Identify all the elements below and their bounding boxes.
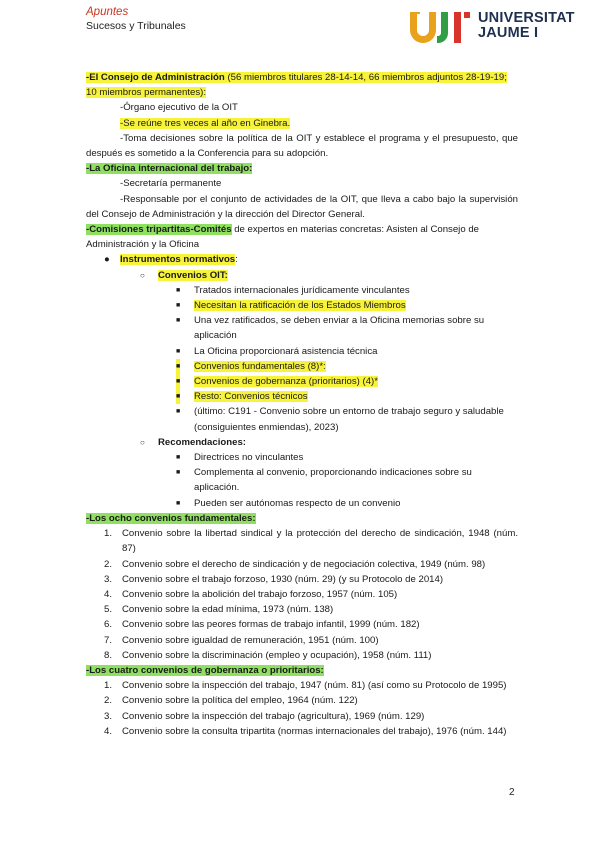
- fundamental-item: 7. Convenio sobre igualdad de remuneración, 1951 (núm. 100): [104, 634, 379, 646]
- university-logo: [408, 10, 578, 44]
- convenio-item: ■ Una vez ratificados, se deben enviar a la Oficina memorias sobre su aplicación: [176, 315, 485, 342]
- consejo-colon: :: [203, 87, 206, 99]
- consejo-members: (56 miembros titulares 28-14-14, 66 miembros adjuntos 28-19-19; 10 miembros permanentes): [86, 72, 507, 99]
- oficina-item: -Responsable por el conjunto de actividades de la OIT, que lleva a cabo bajo la supervisión del Consejo de Administración y la dirección del Director General.: [86, 193, 518, 220]
- instrumentos-bullet: ● Instrumentos normativos:: [104, 254, 238, 266]
- recomendacion-item: ■ Pueden ser autónomas respecto de un convenio: [176, 497, 401, 509]
- logo-mark-icon: [408, 10, 472, 44]
- gobernanza-item: 1. Convenio sobre la inspección del trabajo, 1947 (núm. 81) (así como su Protocolo de 1995): [104, 680, 507, 692]
- gobernanza-item: 3. Convenio sobre la inspección del trabajo (agricultura), 1969 (núm. 129): [104, 710, 425, 722]
- recomendaciones-bullet: ○ Recomendaciones:: [140, 436, 246, 448]
- logo-text-line1: UNIVERSITAT: [478, 10, 575, 26]
- comisiones-paragraph: -Comisiones tripartitas-Comités de expertos en materias concretas: Asisten al Consejo de Administración y la Oficina: [86, 224, 479, 251]
- header-subtitle: Sucesos y Tribunales: [86, 20, 186, 32]
- convenio-item: ■ La Oficina proporcionará asistencia técnica: [176, 345, 378, 357]
- consejo-item: -Se reúne tres veces al año en Ginebra.: [120, 117, 291, 129]
- consejo-title: -El Consejo de Administración: [86, 72, 225, 83]
- gobernanza-item: 4. Convenio sobre la consulta tripartita (normas internacionales del trabajo), 1976 (núm. 144): [104, 725, 507, 737]
- page-number: 2: [509, 787, 515, 798]
- recomendacion-item: ■ Directrices no vinculantes: [176, 452, 304, 464]
- convenio-item: ■ Necesitan la ratificación de los Estados Miembros: [176, 300, 406, 312]
- fundamentales-heading: -Los ocho convenios fundamentales:: [86, 512, 256, 524]
- convenio-item: ■ Convenios fundamentales (8)*:: [86, 359, 518, 374]
- convenio-item: ■ Convenios de gobernanza (prioritarios) (4)*: [86, 374, 518, 389]
- convenio-item: ■ Tratados internacionales jurídicamente vinculantes: [176, 284, 410, 296]
- gobernanza-item: 2. Convenio sobre la política del empleo, 1964 (núm. 122): [104, 695, 358, 707]
- oficina-item: -Secretaría permanente: [120, 178, 222, 190]
- fundamental-item: 5. Convenio sobre la edad mínima, 1973 (núm. 138): [104, 604, 334, 616]
- consejo-item: -Toma decisiones sobre la política de la OIT y establece el programa y el presupuesto, que después es sometido a la Conferencia para su adopción.: [86, 132, 518, 160]
- fundamental-item: 1. Convenio sobre la libertad sindical y la protección del derecho de sindicación, 1948 (núm. 87): [104, 528, 518, 555]
- fundamental-item: 6. Convenio sobre las peores formas de trabajo infantil, 1999 (núm. 182): [104, 619, 420, 631]
- logo-text: [478, 11, 575, 41]
- recomendacion-item: ■ Complementa al convenio, proporcionando indicaciones sobre su aplicación.: [176, 467, 472, 494]
- header-title: Apuntes: [86, 6, 129, 18]
- consejo-item: -Órgano ejecutivo de la OIT: [120, 102, 238, 114]
- gobernanza-heading: -Los cuatro convenios de gobernanza o prioritarios:: [86, 664, 324, 676]
- convenio-item: ■ (último: C191 - Convenio sobre un entorno de trabajo seguro y saludable (consiguientes enmiendas), 2023): [176, 406, 504, 433]
- document-body: [86, 70, 518, 739]
- fundamental-item: 8. Convenio sobre la discriminación (empleo y ocupación), 1958 (núm. 111): [104, 649, 432, 661]
- fundamental-item: 4. Convenio sobre la abolición del trabajo forzoso, 1957 (núm. 105): [104, 588, 398, 600]
- convenio-item: ■ Resto: Convenios técnicos: [86, 389, 518, 404]
- fundamental-item: 3. Convenio sobre el trabajo forzoso, 1930 (núm. 29) (y su Protocolo de 2014): [104, 573, 444, 585]
- oficina-heading: -La Oficina internacional del trabajo:: [86, 163, 253, 175]
- consejo-heading: [86, 70, 518, 100]
- fundamental-item: 2. Convenio sobre el derecho de sindicación y de negociación colectiva, 1949 (núm. 98): [104, 558, 486, 570]
- convenios-bullet: ○ Convenios OIT:: [140, 269, 228, 281]
- logo-text-line2: JAUME I: [478, 25, 539, 41]
